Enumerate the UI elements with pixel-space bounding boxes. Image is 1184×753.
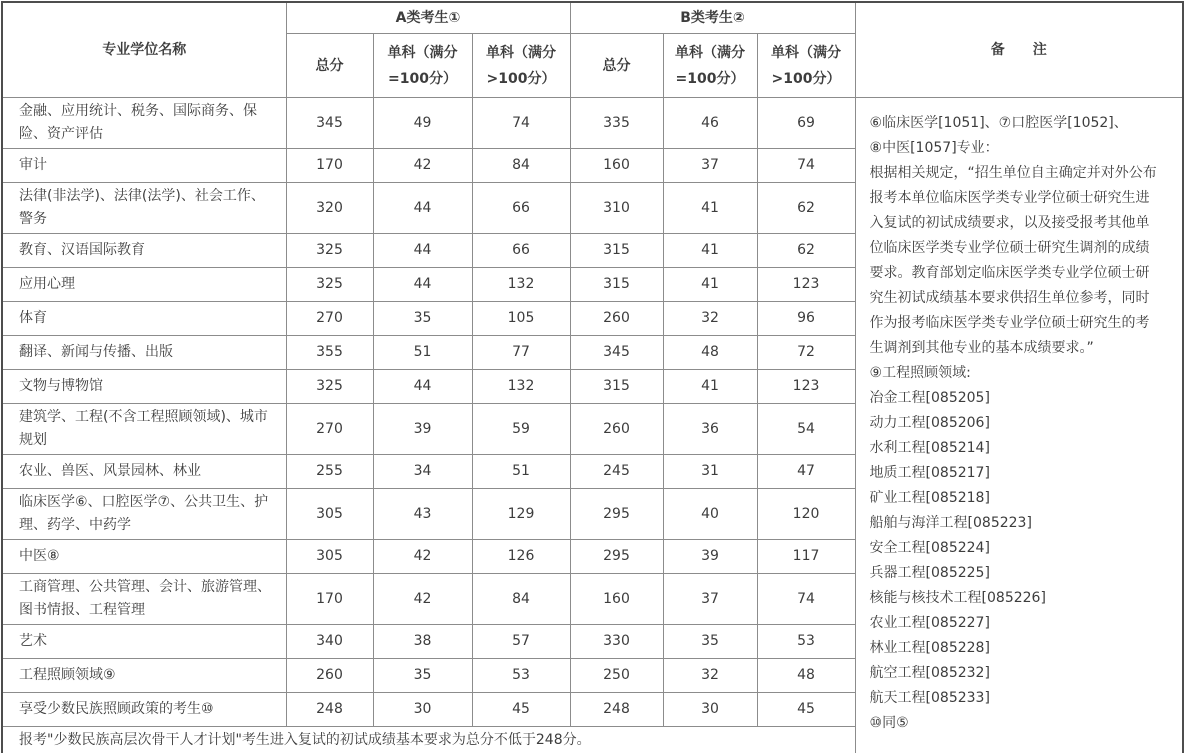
score-b-cell: 32	[663, 659, 757, 693]
score-a-cell: 66	[472, 234, 570, 268]
score-a-cell: 305	[286, 489, 373, 540]
remark-line: 水利工程[085214]	[869, 440, 990, 456]
score-b-cell: 260	[570, 302, 663, 336]
score-b-cell: 37	[663, 149, 757, 183]
score-b-cell: 123	[757, 268, 855, 302]
remark-line: ⑧中医[1057]专业：	[869, 140, 999, 156]
header-a-single-100: 单科（满分=100分）	[373, 34, 472, 98]
score-a-cell: 325	[286, 234, 373, 268]
remark-line: 冶金工程[085205]	[869, 390, 990, 406]
score-b-cell: 41	[663, 268, 757, 302]
score-a-cell: 51	[373, 336, 472, 370]
degree-name-cell: 享受少数民族照顾政策的考生⑩	[2, 693, 286, 727]
header-b-single-100: 单科（满分=100分）	[663, 34, 757, 98]
score-b-cell: 260	[570, 404, 663, 455]
score-a-cell: 35	[373, 659, 472, 693]
score-b-cell: 45	[757, 693, 855, 727]
header-degree-name: 专业学位名称	[2, 2, 286, 98]
score-a-cell: 84	[472, 149, 570, 183]
header-a-single-over100: 单科（满分>100分）	[472, 34, 570, 98]
score-b-cell: 40	[663, 489, 757, 540]
score-b-cell: 37	[663, 574, 757, 625]
score-b-cell: 315	[570, 234, 663, 268]
remark-line: ⑨工程照顾领域:	[869, 365, 971, 381]
score-a-cell: 255	[286, 455, 373, 489]
score-a-cell: 42	[373, 574, 472, 625]
header-row-groups	[2, 2, 1183, 34]
score-b-cell: 160	[570, 574, 663, 625]
score-b-cell: 46	[663, 98, 757, 149]
score-b-cell: 39	[663, 540, 757, 574]
degree-name-cell: 法律(非法学)、法律(法学)、社会工作、警务	[2, 183, 286, 234]
header-remarks: 备 注	[855, 2, 1183, 98]
score-b-cell: 315	[570, 268, 663, 302]
remark-line: 航空工程[085232]	[869, 665, 990, 681]
degree-name-cell: 应用心理	[2, 268, 286, 302]
score-a-cell: 340	[286, 625, 373, 659]
remark-line: 入复试的初试成绩要求，以及接受报考其他单	[869, 215, 1150, 231]
remark-line: 航天工程[085233]	[869, 690, 990, 706]
score-a-cell: 345	[286, 98, 373, 149]
score-b-cell: 31	[663, 455, 757, 489]
score-b-cell: 30	[663, 693, 757, 727]
score-b-cell: 69	[757, 98, 855, 149]
score-b-cell: 120	[757, 489, 855, 540]
degree-name-cell: 金融、应用统计、税务、国际商务、保险、资产评估	[2, 98, 286, 149]
score-a-cell: 30	[373, 693, 472, 727]
score-b-cell: 74	[757, 149, 855, 183]
header-b-total: 总分	[570, 34, 663, 98]
degree-name-cell: 翻译、新闻与传播、出版	[2, 336, 286, 370]
score-b-cell: 48	[757, 659, 855, 693]
remark-line: 农业工程[085227]	[869, 615, 990, 631]
footer-note: 报考"少数民族高层次骨干人才计划"考生进入复试的初试成绩基本要求为总分不低于248分。	[2, 727, 855, 753]
score-a-cell: 57	[472, 625, 570, 659]
score-a-cell: 42	[373, 540, 472, 574]
score-a-cell: 305	[286, 540, 373, 574]
score-a-cell: 170	[286, 149, 373, 183]
score-b-cell: 32	[663, 302, 757, 336]
score-a-cell: 43	[373, 489, 472, 540]
remark-line: 安全工程[085224]	[869, 540, 990, 556]
degree-name-cell: 体育	[2, 302, 286, 336]
score-a-cell: 66	[472, 183, 570, 234]
remarks-cell	[855, 98, 1183, 753]
remark-line: 要求。教育部划定临床医学类专业学位硕士研	[869, 265, 1150, 281]
score-a-cell: 126	[472, 540, 570, 574]
remark-line: 位临床医学类专业学位硕士研究生调剂的成绩	[869, 240, 1150, 256]
degree-name-cell: 审计	[2, 149, 286, 183]
admission-score-table	[1, 1, 1184, 753]
score-a-cell: 320	[286, 183, 373, 234]
remark-line: ⑩同⑤	[869, 715, 909, 731]
header-group-b: B类考生②	[570, 2, 855, 34]
remark-line: 作为报考临床医学类专业学位硕士研究生的考	[869, 315, 1150, 331]
score-a-cell: 45	[472, 693, 570, 727]
score-a-cell: 325	[286, 370, 373, 404]
score-b-cell: 330	[570, 625, 663, 659]
score-a-cell: 132	[472, 268, 570, 302]
degree-name-cell: 教育、汉语国际教育	[2, 234, 286, 268]
score-b-cell: 36	[663, 404, 757, 455]
score-b-cell: 315	[570, 370, 663, 404]
score-a-cell: 42	[373, 149, 472, 183]
header-group-a: A类考生①	[286, 2, 570, 34]
score-b-cell: 295	[570, 489, 663, 540]
score-b-cell: 160	[570, 149, 663, 183]
remark-line: ⑥临床医学[1051]、⑦口腔医学[1052]、	[869, 115, 1128, 131]
score-b-cell: 345	[570, 336, 663, 370]
score-a-cell: 74	[472, 98, 570, 149]
score-a-cell: 53	[472, 659, 570, 693]
score-a-cell: 105	[472, 302, 570, 336]
remark-line: 动力工程[085206]	[869, 415, 990, 431]
remark-line: 报考本单位临床医学类专业学位硕士研究生进	[869, 190, 1150, 206]
remark-line: 船舶与海洋工程[085223]	[869, 515, 1032, 531]
table-row	[2, 98, 1183, 149]
remark-line: 根据相关规定，“招生单位自主确定并对外公布	[869, 165, 1157, 181]
score-a-cell: 260	[286, 659, 373, 693]
degree-name-cell: 临床医学⑥、口腔医学⑦、公共卫生、护理、药学、中药学	[2, 489, 286, 540]
score-a-cell: 34	[373, 455, 472, 489]
score-b-cell: 310	[570, 183, 663, 234]
header-b-single-over100: 单科（满分>100分）	[757, 34, 855, 98]
degree-name-cell: 艺术	[2, 625, 286, 659]
degree-name-cell: 中医⑧	[2, 540, 286, 574]
remark-line: 兵器工程[085225]	[869, 565, 990, 581]
score-b-cell: 123	[757, 370, 855, 404]
score-b-cell: 54	[757, 404, 855, 455]
score-a-cell: 49	[373, 98, 472, 149]
score-b-cell: 250	[570, 659, 663, 693]
remark-line: 核能与核技术工程[085226]	[869, 590, 1046, 606]
score-a-cell: 44	[373, 183, 472, 234]
score-a-cell: 270	[286, 302, 373, 336]
score-a-cell: 132	[472, 370, 570, 404]
score-a-cell: 170	[286, 574, 373, 625]
score-b-cell: 74	[757, 574, 855, 625]
score-a-cell: 77	[472, 336, 570, 370]
remark-line: 究生初试成绩基本要求供招生单位参考，同时	[869, 290, 1150, 306]
score-b-cell: 48	[663, 336, 757, 370]
score-b-cell: 41	[663, 370, 757, 404]
degree-name-cell: 工程照顾领域⑨	[2, 659, 286, 693]
score-b-cell: 295	[570, 540, 663, 574]
degree-name-cell: 工商管理、公共管理、会计、旅游管理、图书情报、工程管理	[2, 574, 286, 625]
table-header	[2, 2, 1183, 98]
score-a-cell: 59	[472, 404, 570, 455]
score-a-cell: 38	[373, 625, 472, 659]
table-body	[2, 98, 1183, 753]
score-b-cell: 62	[757, 183, 855, 234]
score-a-cell: 44	[373, 234, 472, 268]
score-b-cell: 35	[663, 625, 757, 659]
score-a-cell: 84	[472, 574, 570, 625]
score-b-cell: 117	[757, 540, 855, 574]
score-b-cell: 41	[663, 183, 757, 234]
score-b-cell: 41	[663, 234, 757, 268]
score-b-cell: 53	[757, 625, 855, 659]
score-b-cell: 248	[570, 693, 663, 727]
score-a-cell: 44	[373, 268, 472, 302]
score-a-cell: 39	[373, 404, 472, 455]
score-a-cell: 44	[373, 370, 472, 404]
header-a-total: 总分	[286, 34, 373, 98]
score-a-cell: 270	[286, 404, 373, 455]
score-a-cell: 129	[472, 489, 570, 540]
degree-name-cell: 文物与博物馆	[2, 370, 286, 404]
remark-line: 矿业工程[085218]	[869, 490, 990, 506]
degree-name-cell: 建筑学、工程(不含工程照顾领域)、城市规划	[2, 404, 286, 455]
score-b-cell: 245	[570, 455, 663, 489]
score-b-cell: 335	[570, 98, 663, 149]
score-b-cell: 47	[757, 455, 855, 489]
score-a-cell: 35	[373, 302, 472, 336]
score-a-cell: 51	[472, 455, 570, 489]
score-b-cell: 62	[757, 234, 855, 268]
score-b-cell: 72	[757, 336, 855, 370]
score-a-cell: 325	[286, 268, 373, 302]
remark-line: 林业工程[085228]	[869, 640, 990, 656]
degree-name-cell: 农业、兽医、风景园林、林业	[2, 455, 286, 489]
score-b-cell: 96	[757, 302, 855, 336]
remark-line: 地质工程[085217]	[869, 465, 990, 481]
score-a-cell: 248	[286, 693, 373, 727]
remark-line: 生调剂到其他专业的基本成绩要求。”	[869, 340, 1094, 356]
score-a-cell: 355	[286, 336, 373, 370]
